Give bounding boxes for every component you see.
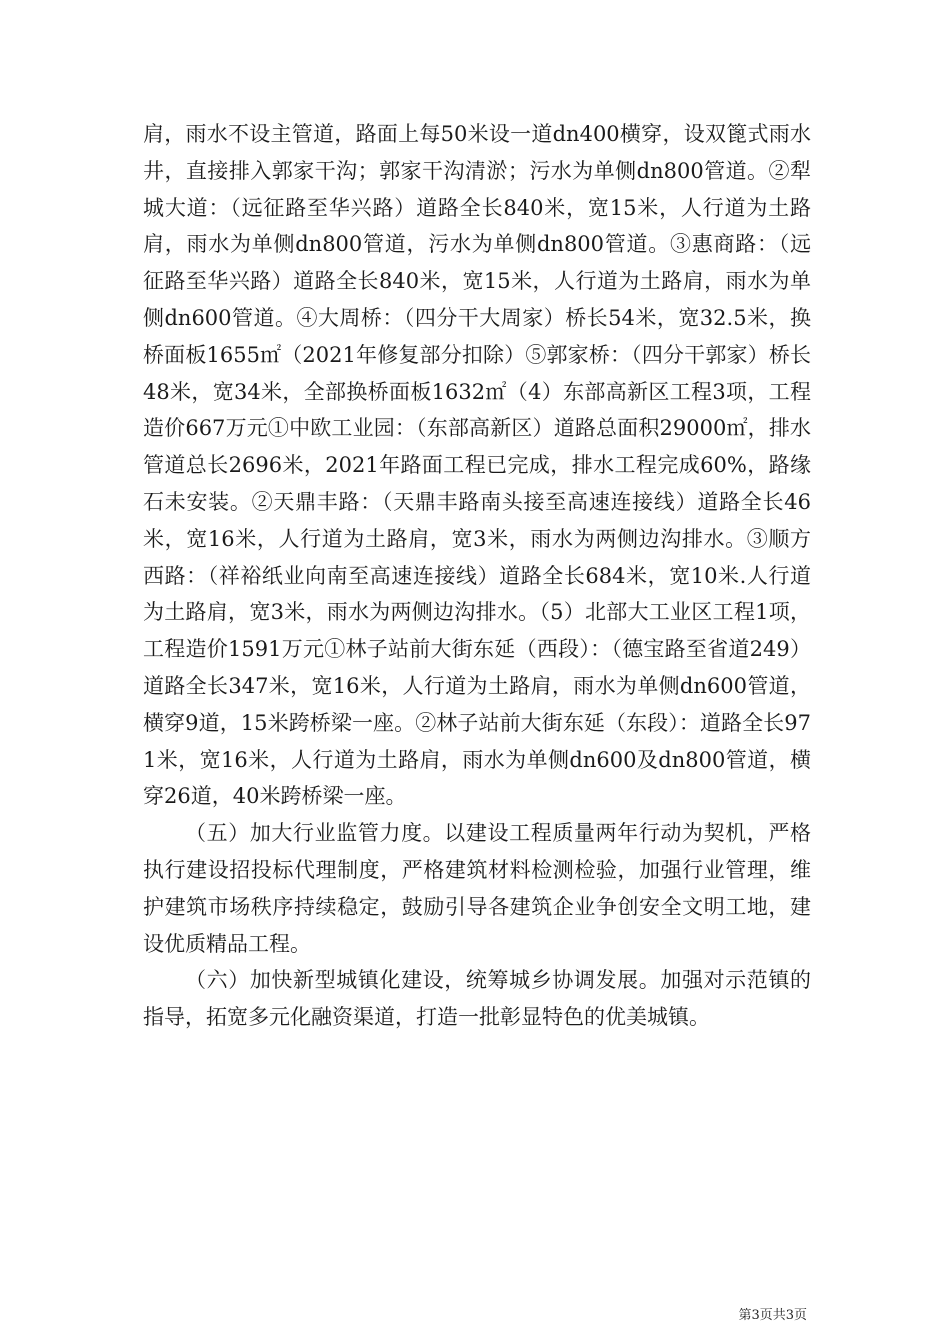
paragraph-urbanization: （六）加快新型城镇化建设，统筹城乡协调发展。加强对示范镇的指导，拓宽多元化融资渠道，打造一批彰显特色的优美城镇。 bbox=[143, 968, 811, 1030]
paragraph-continuation: 肩，雨水不设主管道，路面上每50米设一道dn400横穿，设双篦式雨水井，直接排入郭家干沟；郭家干沟清淤；污水为单侧dn800管道。②犁城大道：（远征路至华兴路）道路全长840米，宽15米，人行道为土路肩，雨水为单侧dn800管道，污水为单侧dn800管道。③惠商路：（远征路至华兴路）道路全长840米，宽15米，人行道为土路肩，雨水为单侧dn600管道。④大周桥：（四分干大周家）桥长54米，宽32.5米，换桥面板1655㎡（2021年修复部分扣除）⑤郭家桥：（四分干郭家）桥长48米，宽34米，全部换桥面板1632㎡（4）东部高新区工程3项，工程造价667万元①中欧工业园：（东部高新区）道路总面积29000㎡，排水管道总长2696米，2021年路面工程已完成，排水工程完成60%，路缘石未安装。②天鼎丰路：（天鼎丰路南头接至高速连接线）道路全长46米，宽16米，人行道为土路肩，宽3米，雨水为两侧边沟排水。③顺方西路：（祥裕纸业向南至高速连接线）道路全长684米，宽10米.人行道为土路肩，宽3米，雨水为两侧边沟排水。（5）北部大工业区工程1项，工程造价1591万元①林子站前大街东延（西段）：（德宝路至省道249）道路全长347米，宽16米，人行道为土路肩，雨水为单侧dn600管道，横穿9道，15米跨桥梁一座。②林子站前大街东延（东段）：道路全长971米，宽16米，人行道为土路肩，雨水为单侧dn600及dn800管道，横穿26道，40米跨桥梁一座。 bbox=[143, 122, 811, 809]
paragraph-industry-supervision: （五）加大行业监管力度。以建设工程质量两年行动为契机，严格执行建设招投标代理制度，严格建筑材料检测检验，加强行业管理，维护建筑市场秩序持续稳定，鼓励引导各建筑企业争创安全文明工地，建设优质精品工程。 bbox=[143, 821, 811, 956]
page-number-footer: 第3页共3页 bbox=[738, 1308, 807, 1323]
document-body bbox=[143, 116, 811, 1036]
